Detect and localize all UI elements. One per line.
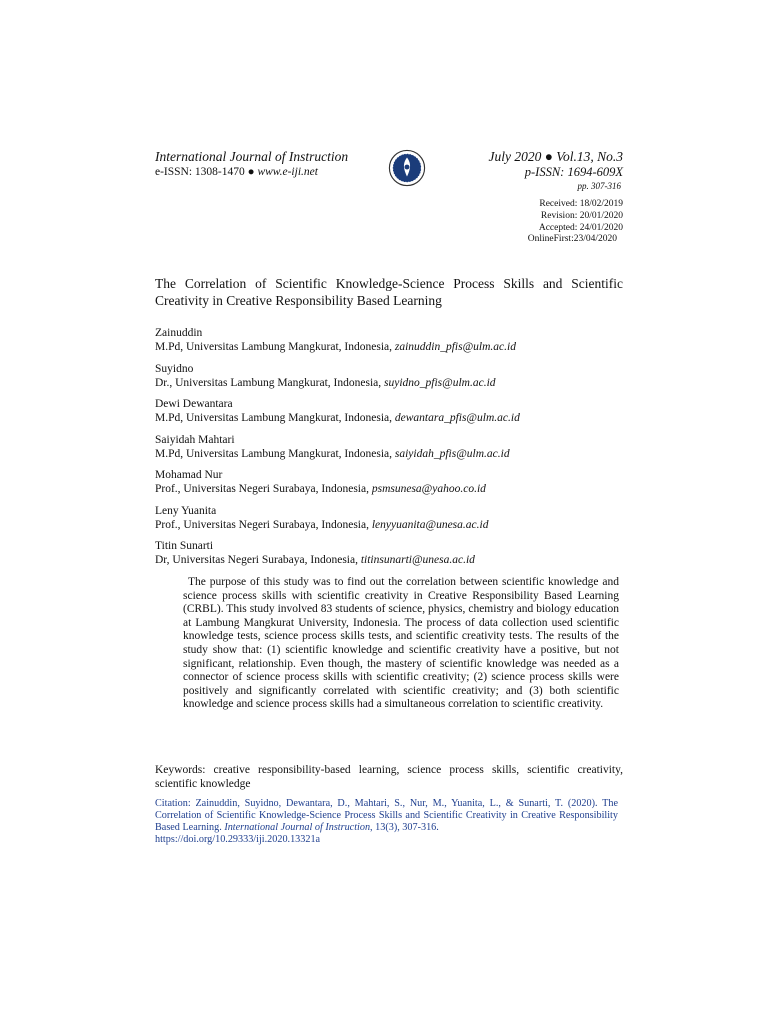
article-dates [423, 199, 623, 246]
author-email[interactable]: psmsunesa@yahoo.co.id [371, 483, 486, 495]
author-list [155, 326, 625, 575]
revision-date: Revision: 20/01/2020 [540, 210, 623, 221]
author-email[interactable]: lenyyuanita@unesa.ac.id [371, 518, 489, 531]
citation-volume: , 13(3), 307-316. [370, 822, 439, 833]
bullet: ● [247, 166, 255, 178]
author-entry [155, 433, 625, 461]
author-email[interactable]: dewantara_pfis@ulm.ac.id [394, 412, 520, 424]
author-name: Suyidno [155, 362, 194, 375]
author-name: Leny Yuanita [155, 504, 217, 517]
author-affiliation: M.Pd, Universitas Lambung Mangkurat, Indonesia, saiyidah_pfis@ulm.ac.id [155, 447, 510, 460]
abstract: The purpose of this study was to find out the correlation between scientific knowledge and science process skills with scientific creativity in Creative Responsibility Based Learning (CRBL). This study involved 83 students of science, physics, chemistry and biology education at Lambung Mangkurat University, Indonesia. The process of data collection used scientific knowledge tests, science process skills tests, and scientific creativity tests. The results of the study show that: (1) scientific knowledge and scientific creativity have a positive, but not significant, relationship. Even though, the mastery of scientific knowledge was needed as a connector of science process skills with scientific creativity; (2) science process skills were positively and significantly correlated with scientific creativity; and (3) both scientific knowledge and science process skills had a simultaneous correlation to scientific creativity. [183, 576, 619, 711]
journal-header-left [155, 148, 385, 180]
author-entry [155, 362, 625, 390]
author-entry [155, 504, 625, 532]
author-entry [155, 326, 625, 354]
author-email[interactable]: titinsunarti@unesa.ac.id [360, 554, 475, 566]
issue-info: July 2020 ● Vol.13, No.3 [488, 149, 623, 164]
author-name: Mohamad Nur [155, 469, 223, 481]
eissn: e-ISSN: 1308-1470 [155, 166, 245, 178]
citation [155, 798, 618, 846]
author-affiliation: Prof., Universitas Negeri Surabaya, Indonesia, lenyyuanita@unesa.ac.id [155, 518, 489, 531]
author-name: Saiyidah Mahtari [155, 433, 235, 446]
keywords: Keywords: creative responsibility-based learning, science process skills, scientific creativity, scientific knowledge [155, 764, 623, 790]
journal-website-link[interactable]: www.e-iji.net [257, 166, 318, 178]
author-name: Dewi Dewantara [155, 398, 233, 410]
page-range: pp. 307-316 [577, 181, 621, 191]
author-name: Titin Sunarti [155, 540, 214, 552]
author-affiliation: Dr., Universitas Lambung Mangkurat, Indonesia, suyidno_pfis@ulm.ac.id [155, 376, 496, 389]
pissn: p-ISSN: 1694-609X [524, 165, 623, 179]
author-entry [155, 468, 625, 496]
author-email[interactable]: saiyidah_pfis@ulm.ac.id [394, 447, 510, 460]
author-affiliation: M.Pd, Universitas Lambung Mangkurat, Indonesia, dewantara_pfis@ulm.ac.id [155, 412, 520, 424]
author-name: Zainuddin [155, 327, 203, 339]
paper-title: The Correlation of Scientific Knowledge-Science Process Skills and Scientific Creativity in Creative Responsibility Based Learning [155, 276, 623, 308]
citation-journal: International Journal of Instruction [224, 822, 371, 833]
author-entry [155, 397, 625, 425]
author-affiliation: Dr, Universitas Negeri Surabaya, Indonesia, titinsunarti@unesa.ac.id [155, 554, 475, 566]
journal-name: International Journal of Instruction [155, 149, 349, 164]
author-email[interactable]: suyidno_pfis@ulm.ac.id [384, 376, 496, 389]
accepted-date: Accepted: 24/01/2020 [538, 222, 623, 233]
author-entry [155, 539, 625, 567]
eissn-line [155, 165, 385, 180]
author-email[interactable]: zainuddin_pfis@ulm.ac.id [394, 341, 516, 353]
received-date: Received: 18/02/2019 [539, 199, 623, 209]
journal-header-right [403, 148, 623, 192]
citation-text: Citation: Zainuddin, Suyidno, Dewantara, D., Mahtari, S., Nur, M., Yuanita, L., & Sunarti, T. (2020). The Correlation of Scientific Knowledge-Science Process Skills and Scientific Creativity in Creative Responsibility Based Learning. [155, 798, 618, 833]
author-affiliation: Prof., Universitas Negeri Surabaya, Indonesia, psmsunesa@yahoo.co.id [155, 483, 486, 495]
author-affiliation: M.Pd, Universitas Lambung Mangkurat, Indonesia, zainuddin_pfis@ulm.ac.id [155, 341, 516, 353]
online-first-date: OnlineFirst:23/04/2020 [527, 234, 617, 245]
doi-link[interactable]: https://doi.org/10.29333/iji.2020.13321a [155, 834, 321, 845]
